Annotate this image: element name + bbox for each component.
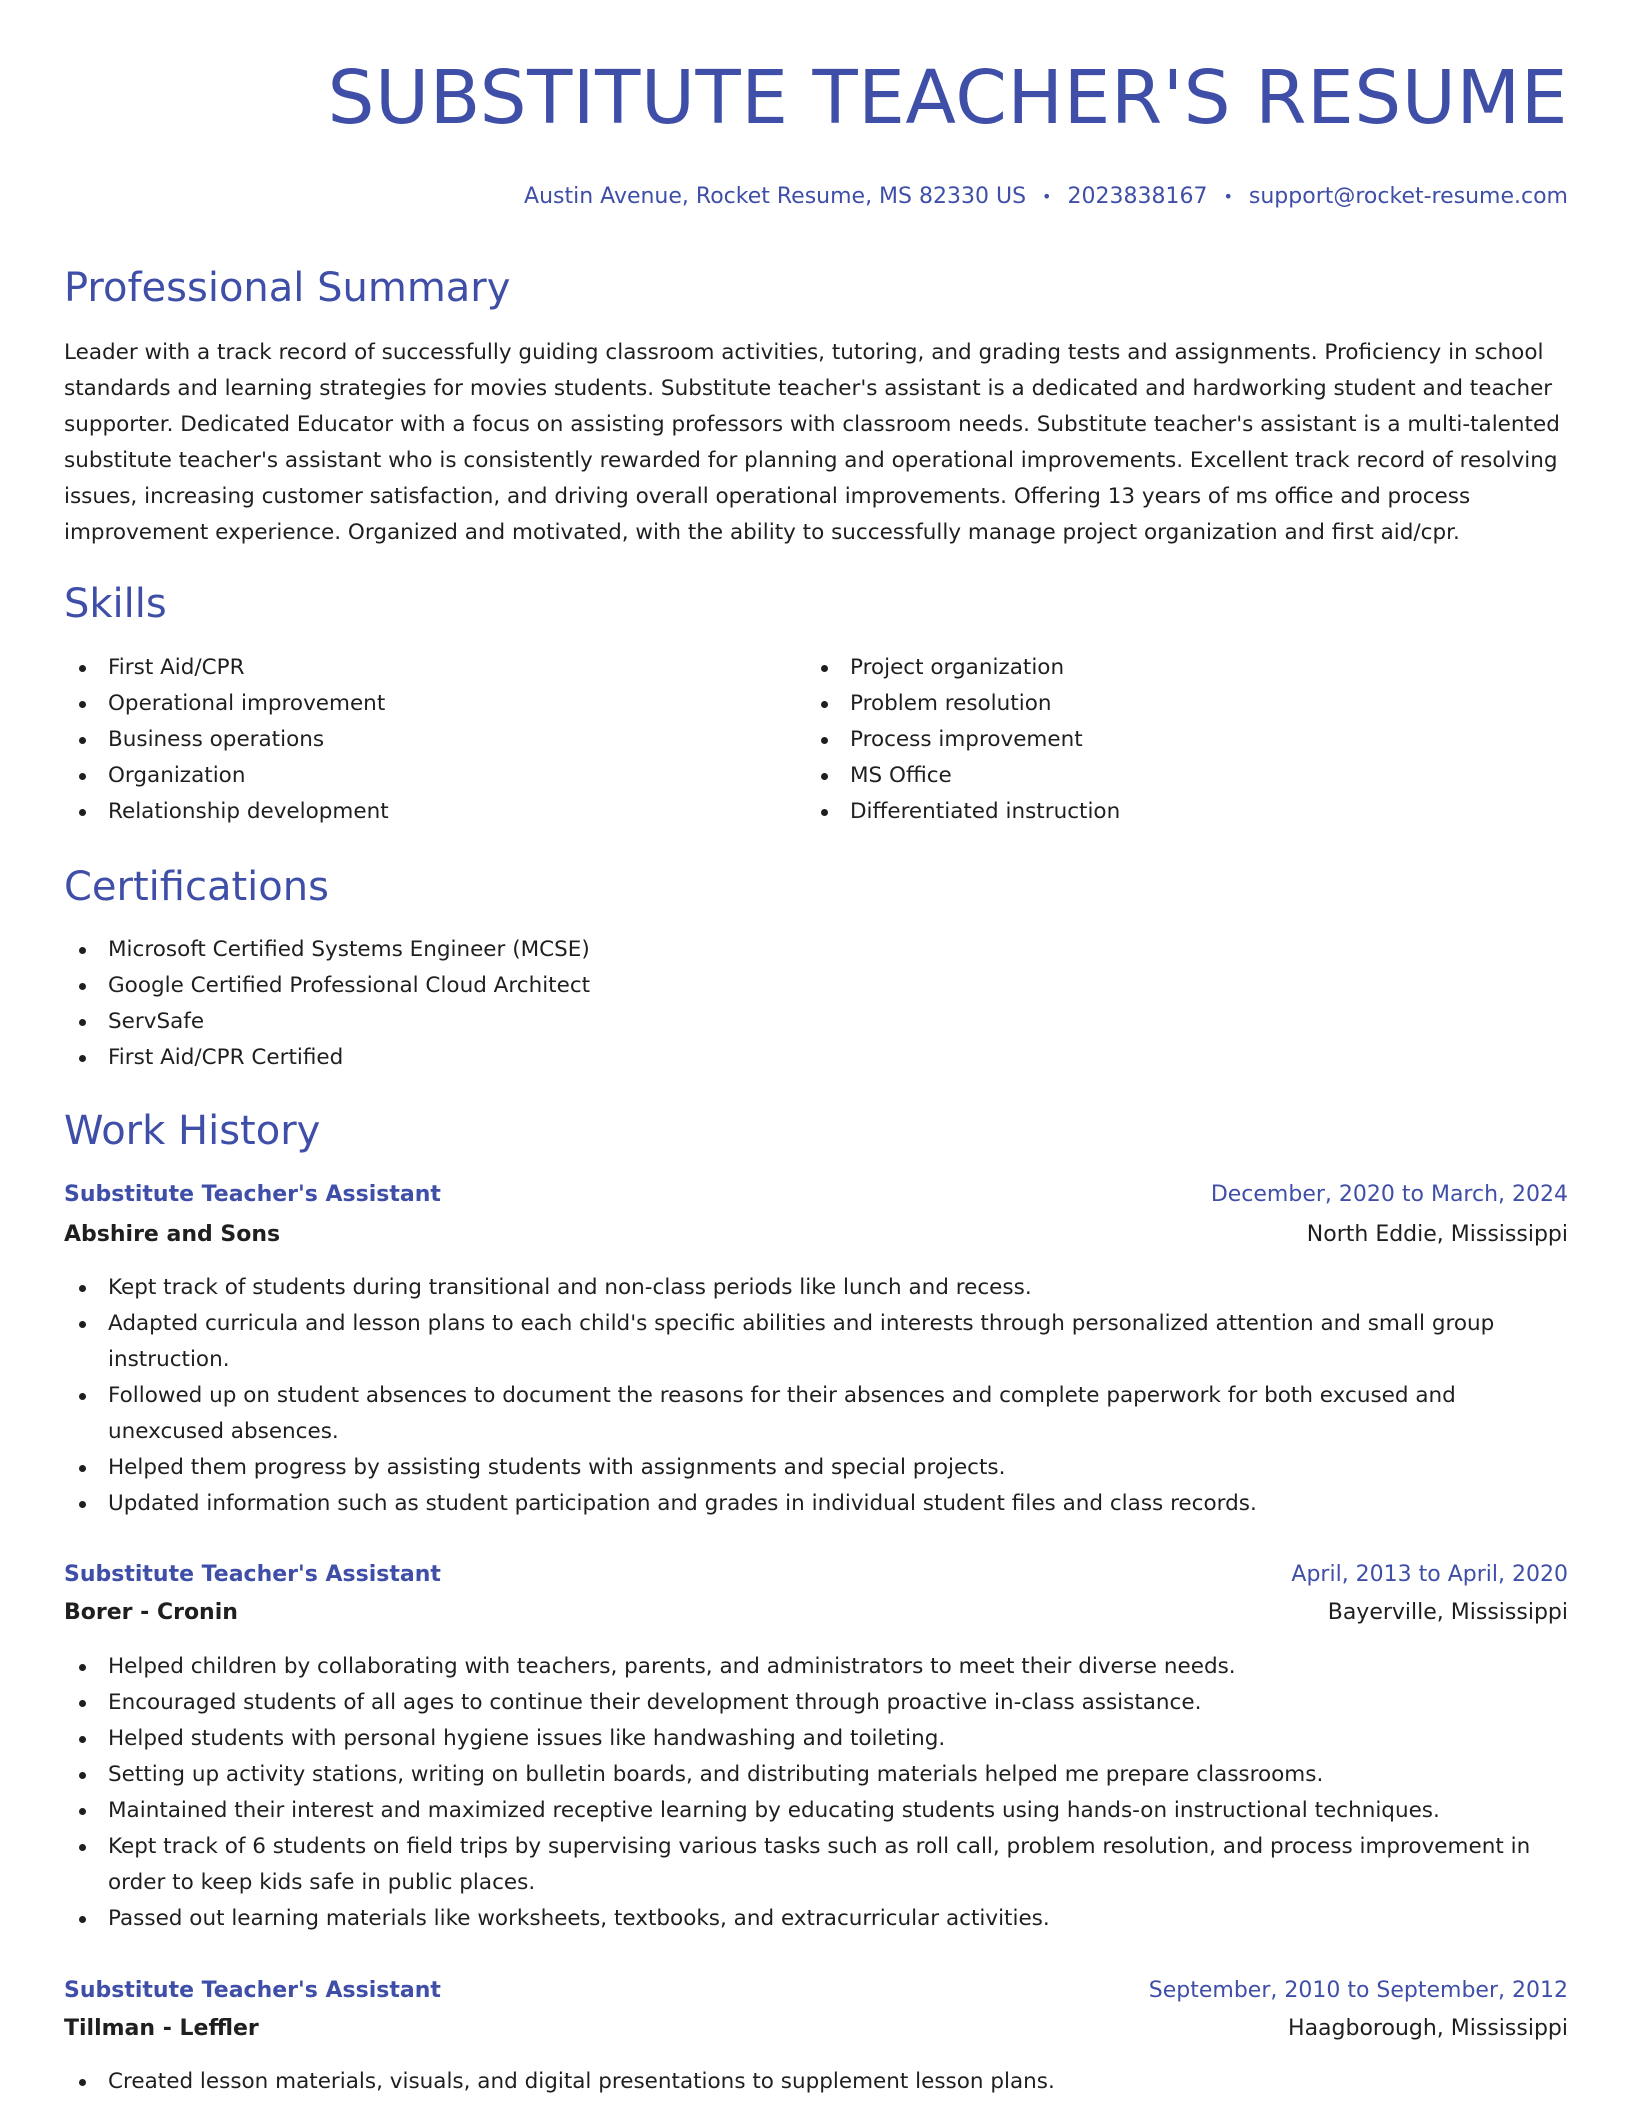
contact-separator: • bbox=[1223, 187, 1233, 206]
job-bullet: Kept track of students during transitional and non-class periods like lunch and recess. bbox=[64, 1270, 1568, 1306]
job-bullet: Updated information such as student participation and grades in individual student files and class records. bbox=[64, 1486, 1568, 1522]
skills-heading: Skills bbox=[64, 581, 167, 627]
contact-address: Austin Avenue, Rocket Resume, MS 82330 US bbox=[524, 184, 1027, 209]
job-bullet: Helped children by collaborating with teachers, parents, and administrators to meet their diverse needs. bbox=[64, 1649, 1568, 1685]
certification-item: Microsoft Certified Systems Engineer (MCSE) bbox=[64, 932, 1568, 968]
skill-item: Project organization bbox=[806, 650, 1506, 686]
job-title: Substitute Teacher's Assistant bbox=[64, 1182, 441, 1207]
resume-title: SUBSTITUTE TEACHER'S RESUME bbox=[327, 55, 1568, 141]
job-dates: September, 2010 to September, 2012 bbox=[1148, 1978, 1568, 2003]
skill-item: Problem resolution bbox=[806, 686, 1506, 722]
work-history-heading: Work History bbox=[64, 1108, 321, 1154]
job-bullet: Kept track of 6 students on field trips by supervising various tasks such as roll call, problem resolution, and process improvement in order to keep kids safe in public places. bbox=[64, 1829, 1568, 1901]
job-title: Substitute Teacher's Assistant bbox=[64, 1978, 441, 2003]
skills-list-right bbox=[806, 650, 1506, 830]
skill-item: Process improvement bbox=[806, 722, 1506, 758]
skill-item: First Aid/CPR bbox=[64, 650, 764, 686]
contact-phone[interactable]: 2023838167 bbox=[1067, 184, 1208, 209]
certification-item: ServSafe bbox=[64, 1004, 1568, 1040]
skill-item: MS Office bbox=[806, 758, 1506, 794]
job-bullet: Maintained their interest and maximized receptive learning by educating students using hands-on instructional techniques. bbox=[64, 1793, 1568, 1829]
job-bullets bbox=[64, 1270, 1568, 1522]
job-bullet: Helped them progress by assisting students with assignments and special projects. bbox=[64, 1450, 1568, 1486]
skills-list-left bbox=[64, 650, 764, 830]
job-bullet: Followed up on student absences to document the reasons for their absences and complete paperwork for both excused and unexcused absences. bbox=[64, 1378, 1568, 1450]
job-location: Haagborough, Mississippi bbox=[1288, 2016, 1568, 2041]
contact-line bbox=[524, 182, 1568, 212]
job-company: Tillman - Leffler bbox=[64, 2016, 259, 2041]
job-bullet: Created lesson materials, visuals, and digital presentations to supplement lesson plans. bbox=[64, 2064, 1568, 2100]
job-location: North Eddie, Mississippi bbox=[1306, 1222, 1568, 1247]
contact-separator: • bbox=[1042, 187, 1052, 206]
summary-text: Leader with a track record of successfully guiding classroom activities, tutoring, and grading tests and assignments. Proficiency in school standards and learning strategies for movies students. Substitute teacher's assistant is a dedicated and hardworking student and teacher supporter. Dedicated Educator with a focus on assisting professors with classroom needs. Substitute teacher's assistant is a multi-talented substitute teacher's assistant who is consistently rewarded for planning and operational improvements. Excellent track record of resolving issues, increasing customer satisfaction, and driving overall operational improvements. Offering 13 years of ms office and process improvement experience. Organized and motivated, with the ability to successfully manage project organization and first aid/cpr. bbox=[64, 340, 1560, 545]
resume-page bbox=[64, 0, 1568, 2112]
job-title: Substitute Teacher's Assistant bbox=[64, 1562, 441, 1587]
skill-item: Business operations bbox=[64, 722, 764, 758]
job-bullet: Adapted curricula and lesson plans to each child's specific abilities and interests through personalized attention and small group instruction. bbox=[64, 1306, 1568, 1378]
job-bullets bbox=[64, 1649, 1568, 1937]
skill-item: Operational improvement bbox=[64, 686, 764, 722]
certifications-heading: Certifications bbox=[64, 864, 329, 910]
job-company: Borer - Cronin bbox=[64, 1600, 238, 1625]
skill-item: Differentiated instruction bbox=[806, 794, 1506, 830]
job-dates: April, 2013 to April, 2020 bbox=[1291, 1562, 1568, 1587]
skill-item: Organization bbox=[64, 758, 764, 794]
summary-heading: Professional Summary bbox=[64, 265, 511, 311]
job-location: Bayerville, Mississippi bbox=[1327, 1600, 1568, 1625]
skill-item: Relationship development bbox=[64, 794, 764, 830]
certifications-list bbox=[64, 932, 1568, 1076]
job-bullet: Setting up activity stations, writing on bulletin boards, and distributing materials helped me prepare classrooms. bbox=[64, 1757, 1568, 1793]
job-bullet: Passed out learning materials like worksheets, textbooks, and extracurricular activities. bbox=[64, 1901, 1568, 1937]
job-bullet: Helped students with personal hygiene issues like handwashing and toileting. bbox=[64, 1721, 1568, 1757]
job-bullet: Encouraged students of all ages to continue their development through proactive in-class assistance. bbox=[64, 1685, 1568, 1721]
job-company: Abshire and Sons bbox=[64, 1222, 281, 1247]
job-bullets bbox=[64, 2064, 1568, 2100]
contact-email[interactable]: support@rocket-resume.com bbox=[1248, 184, 1568, 209]
job-dates: December, 2020 to March, 2024 bbox=[1210, 1182, 1568, 1207]
certification-item: First Aid/CPR Certified bbox=[64, 1040, 1568, 1076]
certification-item: Google Certified Professional Cloud Architect bbox=[64, 968, 1568, 1004]
